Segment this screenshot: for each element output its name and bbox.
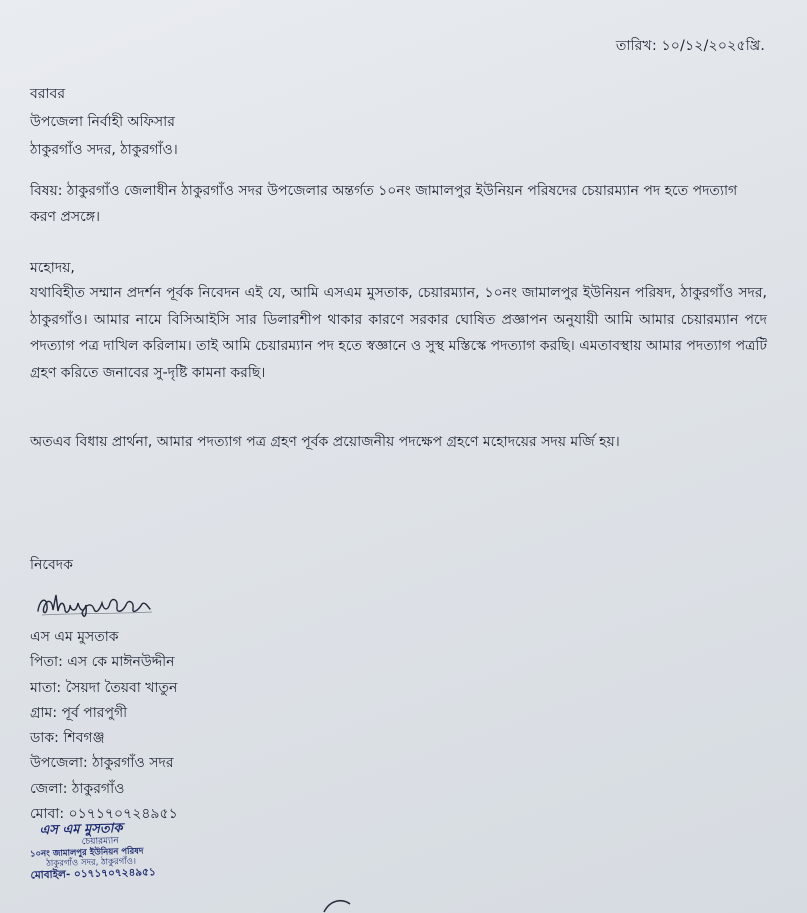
closing-request: অতএব বিধায় প্রার্থনা, আমার পদত্যাগ পত্র গ্রহণ পূর্বক প্রয়োজনীয় পদক্ষেপ গ্রহণে মহোদয়ের সদয় মর্জি হয়। [30,434,620,450]
stamp-mobile: মোবাইল- ০১৭১৭০৭২৪৯৫১ [30,866,156,882]
handwritten-signature [34,589,164,619]
sender-district: জেলা: ঠাকুরগাঁও [30,780,125,797]
pen-stroke-mark [320,892,370,913]
sender-mobile: মোবা: ০১৭১৭০৭২৪৯৫১ [30,806,178,823]
recipient-place: ঠাকুরগাঁও সদর, ঠাকুরগাঁও। [30,142,178,158]
letter-date: তারিখ: ১০/১২/২০২৫খ্রি. [615,38,765,54]
sender-label: নিবেদক [30,557,73,573]
sender-name: এস এম মুসতাক [30,629,119,645]
letter-subject: বিষয়: ঠাকুরগাঁও জেলাধীন ঠাকুরগাঁও সদর উপজেলার অন্তর্গত ১০নং জামালপুর ইউনিয়ন পরিষদের চেয়ারম্যান পদ হতে পদত্যাগ করণ প্রসঙ্গে। [30,183,738,225]
official-stamp [29,820,220,883]
sender-father: পিতা: এস কে মাঈনউদ্দীন [30,654,175,671]
sender-village: গ্রাম: পূর্ব পারপুগী [30,704,128,721]
sender-mother: মাতা: সৈয়দা তৈয়বা খাতুন [30,679,178,696]
letter-body: যথাবিহীত সম্মান প্রদর্শন পূর্বক নিবেদন এই যে, আমি এসএম মুসতাক, চেয়ারম্যান, ১০নং জামালপুর ইউনিয়ন পরিষদ, ঠাকুরগাঁও সদর, ঠাকুরগাঁও। আমার নামে বিসিআইসি সার ডিলারশীপ থাকার কারণে সরকার ঘোষিত প্রজ্ঞাপন অনুযায়ী আমি আমার চেয়ারম্যান পদে পদত্যাগ পত্র দাখিল করিলাম। তাই আমি চেয়ারম্যান পদ হতে স্বজ্ঞানে ও সুস্থ মস্তিস্কে পদত্যাগ করছি। এমতাবস্থায় আমার পদত্যাগ পত্রটি গ্রহণ করিতে জনাবের সু-দৃষ্টি কামনা করছি। [30,285,767,381]
recipient-officer: উপজেলা নির্বাহী অফিসার [30,114,175,130]
stamp-name: এস এম মুসতাক [39,821,123,839]
sender-upazila: উপজেলা: ঠাকুরগাঁও সদর [30,755,174,772]
stamp-title: চেয়ারম্যান [81,836,119,848]
stamp-org: ১০নং জামালপুর ইউনিয়ন পরিষদ [29,846,144,860]
salutation: মহোদয়, [30,260,75,276]
sender-post: ডাক: শিবগঞ্জ [30,730,105,747]
recipient-to: বরাবর [30,86,66,102]
recipient-address [30,80,767,164]
sender-block [30,553,178,827]
stamp-place: ঠাকুরগাঁও সদর, ঠাকুরগাঁও। [46,856,137,870]
